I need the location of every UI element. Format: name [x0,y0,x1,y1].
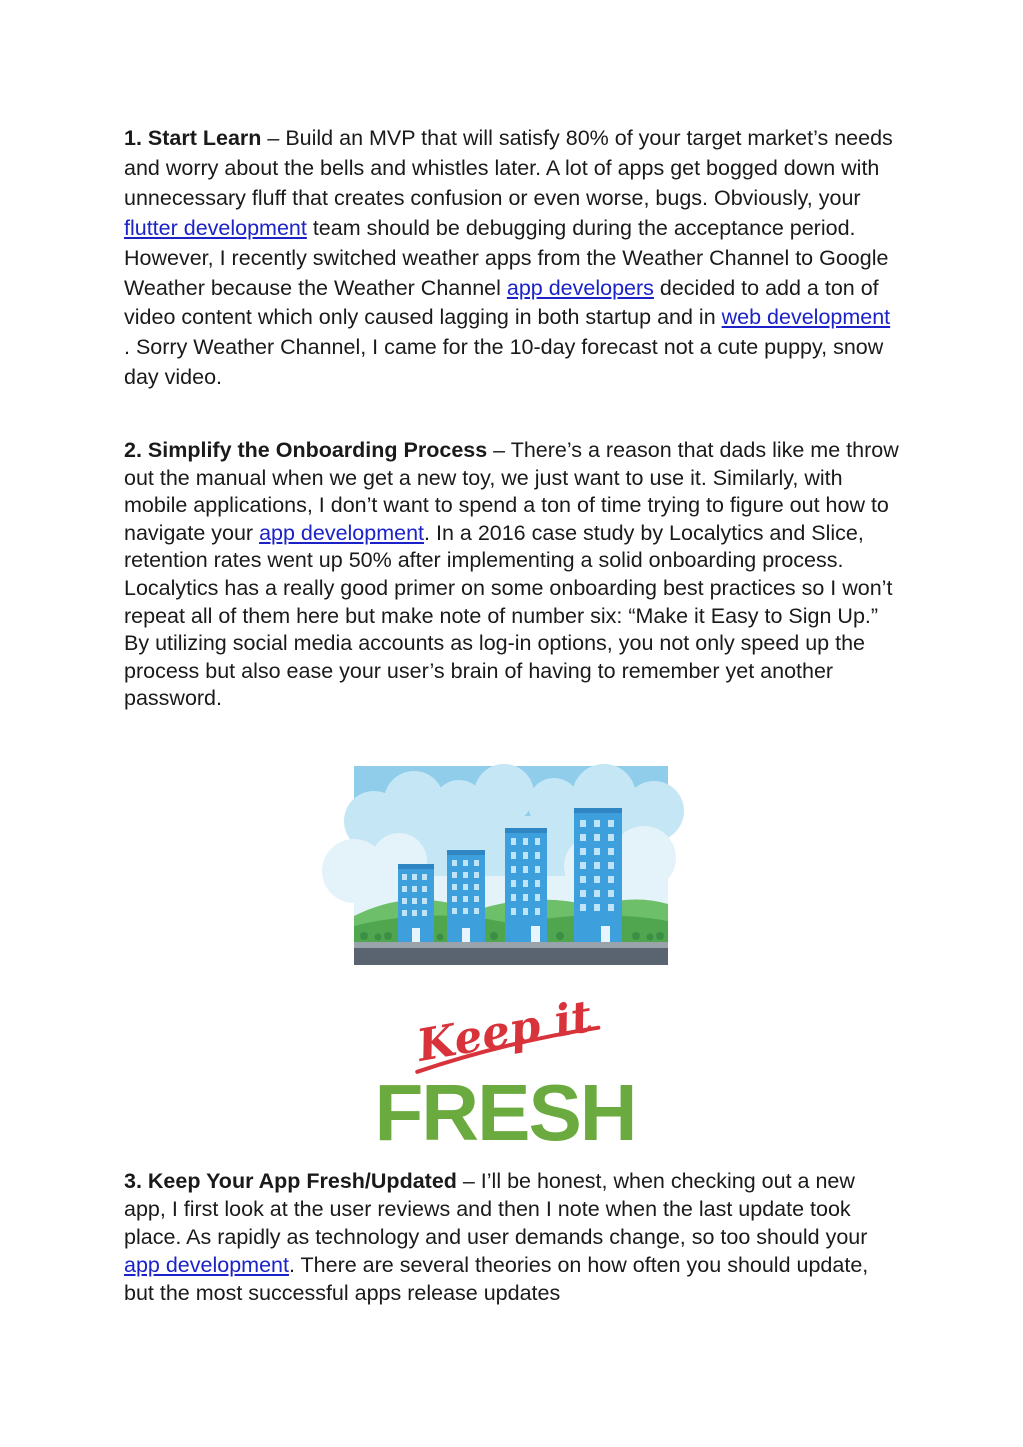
paragraph-text: team should be debugging during the acceptance period. However, I recently switched weather apps from the Weather Channel to Google Weather because the Weather Channel [124,215,889,300]
paragraph-text: – Build an MVP that will satisfy 80% of your target market’s needs and worry about the bells and whistles later. A lot of apps get bogged down with unnecessary fluff that creates confusion or even worse, bugs. Obviously, your [124,126,893,210]
sidewalk [354,942,668,948]
paragraph-heading: 1. Start Learn [124,126,262,150]
link-app-developers[interactable]: app developers [506,275,654,300]
building-3 [505,828,547,944]
road [354,948,668,965]
link-web-development[interactable]: web development [721,305,891,330]
link-flutter-development[interactable]: flutter development [124,215,307,240]
building-1 [398,864,434,944]
paragraph-text: . In a 2016 case study by Localytics and Slice, retention rates went up 50% after implementing a solid onboarding process. Localytics has a really good primer on some onboarding best practices so I won’t repeat all of them here but make note of number six: “Make it Easy to Sign Up.” By utilizing social media accounts as log-in options, you not only speed up the process but also ease your user’s brain of having to remember yet another password. [124,520,893,711]
paragraph-heading: 2. Simplify the Onboarding Process [124,438,488,462]
paragraph-start-learn [124,124,902,393]
paragraph-onboarding [124,437,902,713]
paragraph-text: . There are several theories on how often you should update, but the most successful apps release updates [124,1253,869,1305]
building-2 [447,850,485,944]
paragraph-text: – I’ll be honest, when checking out a new app, I first look at the user reviews and then I note when the last update took place. As rapidly as technology and user demands change, so too should your [124,1169,868,1249]
logo-block-text: FRESH [374,1068,636,1157]
paragraph-text: – There’s a reason that dads like me throw out the manual when we get a new toy, we just want to use it. Similarly, with mobile applications, I don’t want to spend a ton of time trying to figure out how to navigate your [124,438,899,545]
paragraph-heading: 3. Keep Your App Fresh/Updated [124,1169,457,1193]
logo-script-text: Keep it [413,991,596,1072]
keep-it-fresh-logo [374,991,636,1157]
link-app-development-2[interactable]: app development [124,1253,289,1277]
link-app-development[interactable]: app development [259,520,425,545]
paragraph-keep-fresh [124,1167,902,1307]
building-4 [574,808,622,944]
cityscape-illustration [354,766,668,965]
paragraph-text: decided to add a ton of video content which only caused lagging in both startup and in [124,275,879,330]
paragraph-text: . Sorry Weather Channel, I came for the 10-day forecast not a cute puppy, snow day video. [124,335,884,390]
